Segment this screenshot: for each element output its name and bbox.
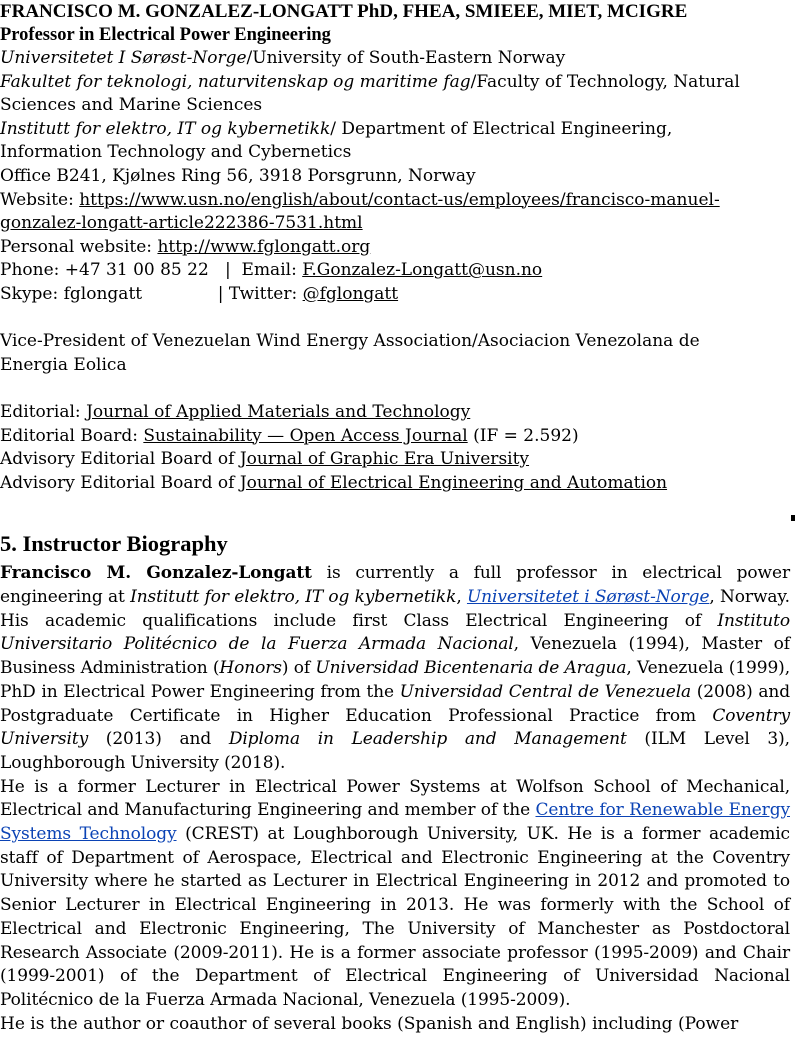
page-edge-mark	[791, 515, 795, 521]
spacer	[0, 495, 790, 529]
skype-twitter-line	[0, 283, 790, 307]
email-link[interactable]: F.Gonzalez-Longatt@usn.no	[302, 260, 543, 281]
editorial-label: Editorial:	[0, 401, 87, 422]
bio-author-name: Francisco M. Gonzalez-Longatt	[0, 563, 312, 584]
bio-text: He is a former Lecturer in Electrical Power Systems at Wolfson School of Mechanical, Electrical and Manufacturing Engineering and member of the	[0, 776, 790, 821]
university-no: Universitetet I Sørøst-Norge	[0, 48, 247, 68]
personal-website-link[interactable]: http://www.fglongatt.org	[157, 236, 371, 257]
university-en: University of South-Eastern Norway	[252, 48, 566, 68]
author-name-heading: FRANCISCO M. GONZALEZ-LONGATT PhD, FHEA, SMIEEE, MIET, MCIGRE	[0, 1, 688, 22]
bio-institute: Institutt for elektro, IT og kybernetikk	[130, 586, 457, 607]
bio-paragraph-2	[0, 776, 790, 1013]
university-line: Universitetet I Sørøst-Norge/University of South-Eastern Norway	[0, 48, 566, 68]
institute-no: Institutt for elektro, IT og kybernetikk	[0, 118, 331, 139]
advisory-label: Advisory Editorial Board of	[0, 449, 240, 470]
skype-label: Skype: fglongatt | Twitter:	[0, 283, 303, 304]
website-link-cont[interactable]: gonzalez-longatt-article222386-7531.html	[0, 213, 363, 234]
jeea-journal-link[interactable]: Journal of Electrical Engineering and Automation	[239, 472, 668, 493]
impact-factor: (IF = 2.592)	[467, 425, 579, 446]
twitter-link[interactable]: @fglongatt	[302, 283, 399, 304]
advisory-label: Advisory Editorial Board of	[0, 472, 240, 493]
bio-text: , Venezuela (1999), PhD in Electrical Power Engineering from the	[0, 658, 790, 702]
author-title: Professor in Electrical Power Engineering	[0, 25, 331, 45]
bio-text: ,	[456, 586, 467, 607]
section-heading: 5. Instructor Biography	[0, 531, 228, 557]
graphic-era-journal-link[interactable]: Journal of Graphic Era University	[239, 449, 530, 470]
website-label: Website:	[0, 189, 80, 210]
bio-diploma: Diploma in Leadership and Management	[228, 729, 627, 750]
bio-honors: Honors	[219, 658, 282, 679]
personal-website-line	[0, 236, 790, 260]
faculty-no: Fakultet for teknologi, naturvitenskap og maritime fag	[0, 71, 471, 92]
office-address: Office B241, Kjølnes Ring 56, 3918 Porsgrunn, Norway	[0, 165, 476, 186]
bio-paragraph-1	[0, 562, 790, 775]
phone-label: Phone: +47 31 00 85 22 | Email:	[0, 260, 303, 281]
bio-uba: Universidad Bicentenaria de Aragua	[315, 658, 627, 679]
usn-link[interactable]: Universitetet i Sørøst-Norge	[466, 586, 710, 607]
institute-line: Institutt for elektro, IT og kybernetikk/ Department of Electrical Engineering,	[0, 118, 673, 139]
personal-website-label: Personal website:	[0, 236, 158, 257]
editorial-board-line	[0, 425, 790, 449]
bio-text: (ILM Level 3), Loughborough University (2018).	[0, 729, 790, 773]
bio-ucv: Universidad Central de Venezuela	[399, 681, 692, 702]
spacer	[0, 377, 790, 401]
bio-text: (CREST) at Loughborough University, UK. He is a former academic staff of Department of Aerospace, Electrical and Electronic Engineering at the Coventry University where he started as Lecturer in Electrical Engineering in 2012 and promoted to Senior Lecturer in Electrical Engineering in 2013. He was formerly with the School of Electrical and Electronic Engineering, The University of Manchester as Postdoctoral Research Associate (2009-2011). He is a former associate professor (1995-2009) and Chair (1999-2001) of the Department of Electrical Engineering of Universidad Nacional Politécnico de la Fuerza Armada Nacional, Venezuela (1995-2009).	[0, 824, 790, 1010]
bio-iupfan: Instituto Universitario Politécnico de la Fuerza Armada Nacional	[0, 610, 790, 655]
faculty-line: Fakultet for teknologi, naturvitenskap og maritime fag/Faculty of Technology, Natural	[0, 71, 740, 92]
website-link[interactable]: https://www.usn.no/english/about/contact-us/employees/francisco-manuel-	[79, 189, 720, 210]
institute-en: Department of Electrical Engineering,	[336, 118, 673, 139]
bio-paragraph-3-partial: He is the author or coauthor of several books (Spanish and English) including (Power	[0, 1013, 739, 1034]
institute-line-cont: Information Technology and Cybernetics	[0, 142, 352, 163]
editorial-journal-link[interactable]: Journal of Applied Materials and Technology	[86, 401, 471, 422]
association-line-cont: Energia Eolica	[0, 354, 127, 375]
phone-email-line	[0, 259, 790, 283]
spacer	[0, 307, 790, 331]
crest-link[interactable]: Centre for Renewable Energy Systems Technology	[0, 800, 790, 845]
sustainability-journal-link[interactable]: Sustainability — Open Access Journal	[143, 425, 468, 446]
bio-text: is currently a full professor in electrical power engineering at	[0, 563, 790, 607]
faculty-en: Faculty of Technology, Natural	[476, 71, 740, 92]
editorial-line	[0, 401, 790, 425]
bio-text: , Venezuela (1994), Master of Business Administration (	[0, 634, 790, 679]
bio-text: ) of	[281, 658, 316, 679]
advisory-board-line	[0, 448, 790, 472]
editorial-board-label: Editorial Board:	[0, 425, 144, 446]
website-line-cont	[0, 212, 790, 236]
bio-text: , Norway. His academic qualifications include first Class Electrical Engineering of	[0, 586, 790, 631]
bio-text: (2013) and	[88, 729, 229, 750]
association-line: Vice-President of Venezuelan Wind Energy Association/Asociacion Venezolana de	[0, 331, 700, 352]
bio-text: (2008) and Postgraduate Certificate in Higher Education Professional Practice from	[0, 681, 791, 726]
faculty-line-cont: Sciences and Marine Sciences	[0, 95, 263, 116]
advisory-board-line	[0, 472, 790, 496]
bio-coventry: Coventry University	[0, 705, 790, 750]
website-line	[0, 189, 790, 213]
